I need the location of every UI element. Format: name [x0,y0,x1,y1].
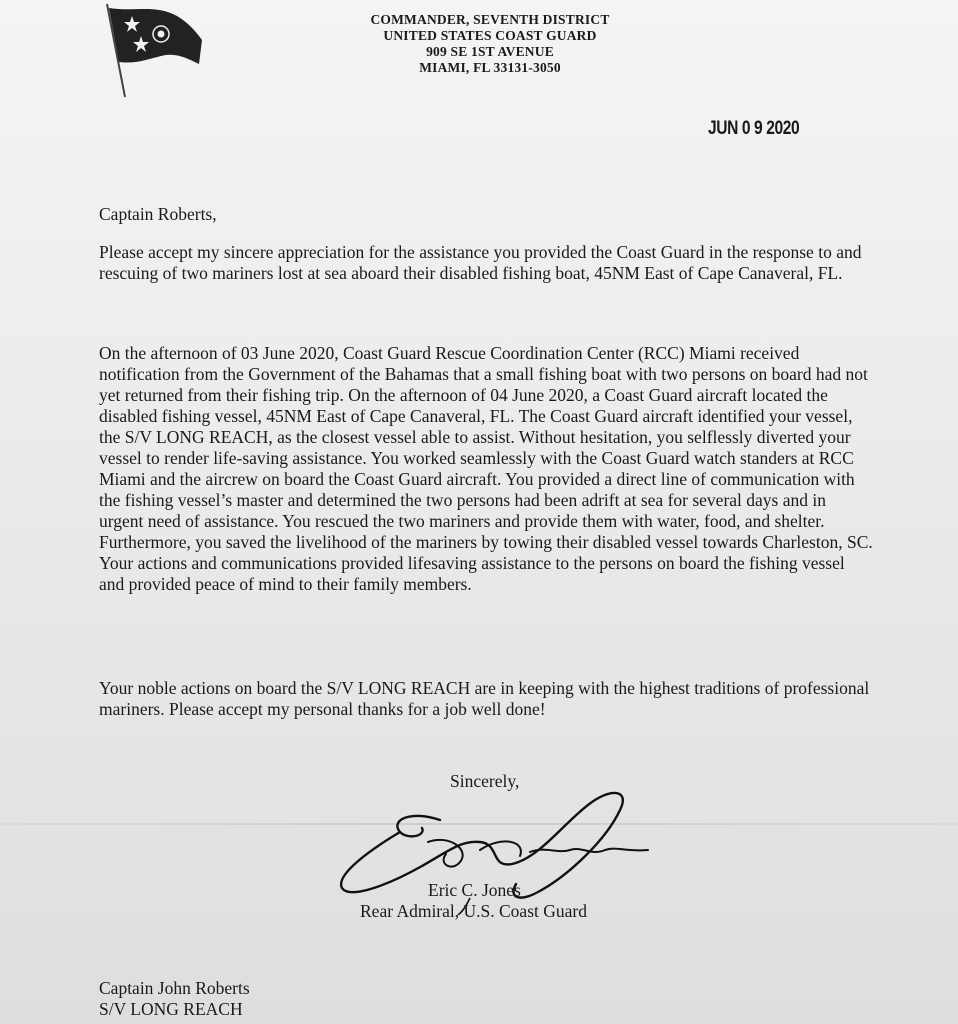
letterhead-city: MIAMI, FL 33131-3050 [419,60,561,75]
date-stamp: JUN 0 9 2020 [708,118,800,139]
letterhead-command: COMMANDER, SEVENTH DISTRICT [370,12,610,27]
letterhead-organization: UNITED STATES COAST GUARD [383,28,597,43]
signer-name: Eric C. Jones [428,880,521,900]
letterhead-street: 909 SE 1ST AVENUE [426,44,554,59]
body-paragraph-3: Your noble actions on board the S/V LONG REACH are in keeping with the highest traditions of professional mariners. Please accept my personal thanks for a job well done! [99,678,870,719]
signer-title: Rear Admiral, U.S. Coast Guard [360,901,587,921]
body-paragraph-1: Please accept my sincere appreciation for the assistance you provided the Coast Guard in the response to and rescuing of two mariners lost at sea aboard their disabled fishing boat, 45NM East of Cape Canaveral, FL. [99,242,862,283]
letterhead [300,12,680,76]
body-paragraph-2: On the afternoon of 03 June 2020, Coast Guard Rescue Coordination Center (RCC) Miami received notification from the Government of the Bahamas that a small fishing boat with two persons on board had not yet returned from their fishing trip. On the afternoon of 04 June 2020, a Coast Guard aircraft located the disabled fishing vessel, 45NM East of Cape Canaveral, FL. The Coast Guard aircraft identified your vessel, the S/V LONG REACH, as the closest vessel able to assist. Without hesitation, you selflessly diverted your vessel to render life-saving assistance. You worked seamlessly with the Coast Guard watch standers at RCC Miami and the aircrew on board the Coast Guard aircraft. You provided a direct line of communication with the fishing vessel’s master and determined the two persons had been adrift at sea for several days and in urgent need of assistance. You rescued the two mariners and provide them with water, food, and shelter. Furthermore, you saved the livelihood of the mariners by towing their disabled vessel towards Charleston, SC. Your actions and communications provided lifesaving assistance to the persons on board the fishing vessel and provided peace of mind to their family members. [99,343,873,594]
addressee-vessel: S/V LONG REACH [99,999,243,1019]
closing: Sincerely, [450,771,520,791]
addressee-block [99,978,250,1020]
addressee-name: Captain John Roberts [99,978,250,998]
rear-admiral-flag-icon [95,0,215,100]
salutation: Captain Roberts, [99,204,217,224]
